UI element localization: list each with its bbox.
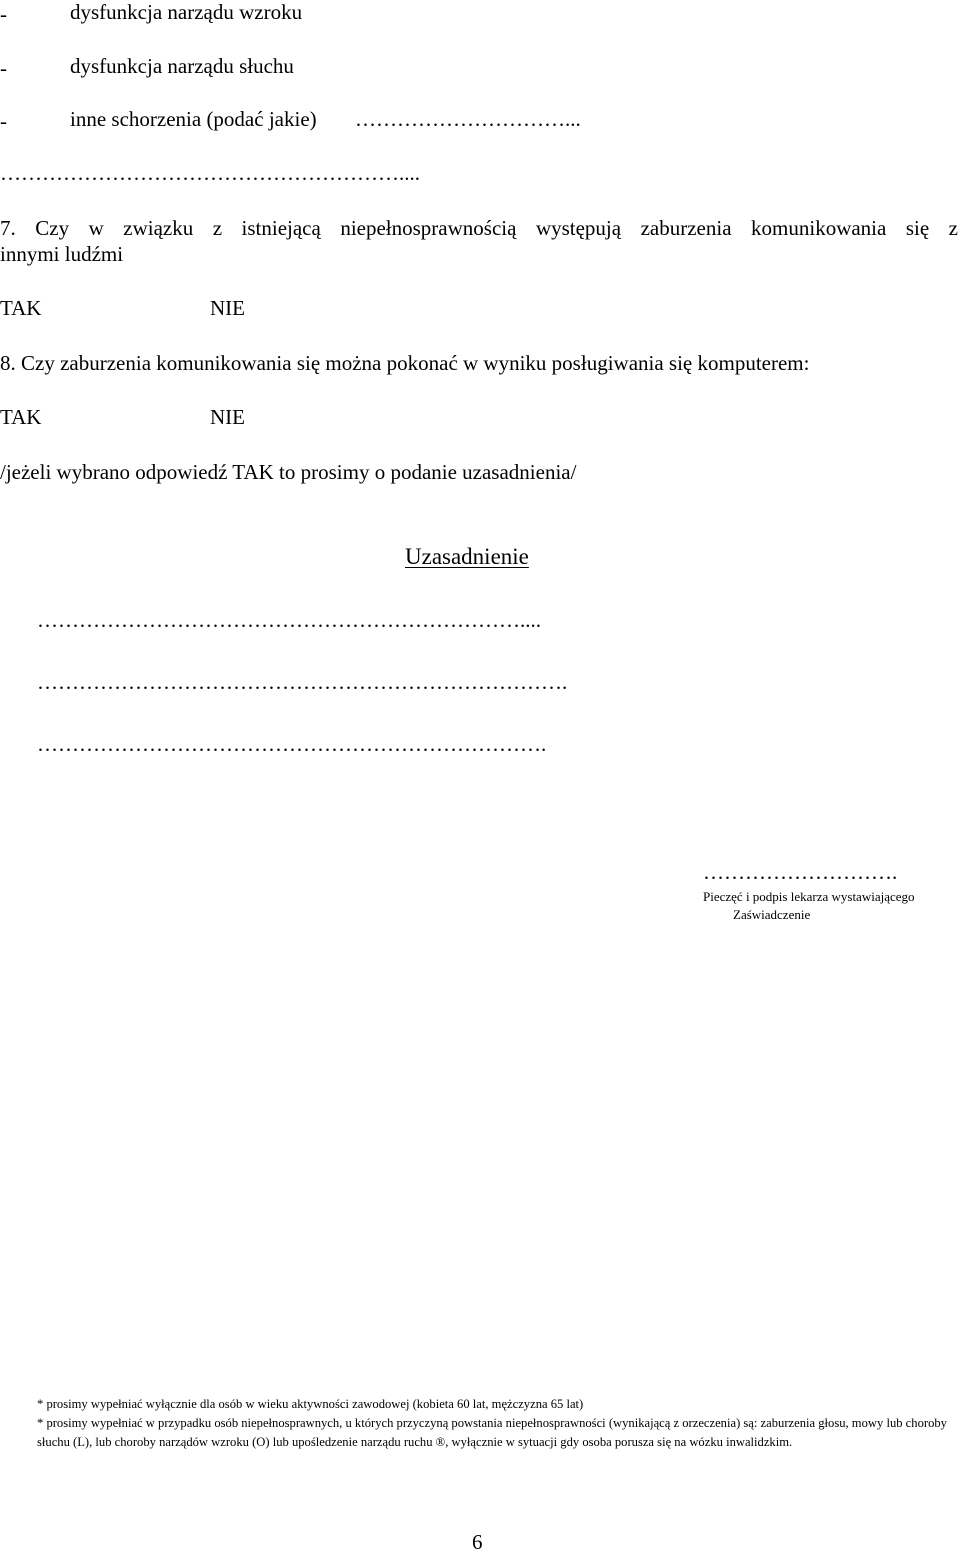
question-7-line2: innymi ludźmi <box>0 242 124 266</box>
justification-heading: Uzasadnienie <box>405 544 529 569</box>
justification-dots-line3: ………………………………………………………………. <box>37 732 547 756</box>
question-8-note: /jeżeli wybrano odpowiedź TAK to prosimy o podanie uzasadnienia/ <box>0 460 577 484</box>
list-dash: - <box>0 2 7 26</box>
list-item-hearing: dysfunkcja narządu słuchu <box>70 54 294 78</box>
other-fill-dots: …………………………... <box>355 107 581 131</box>
signature-caption: Pieczęć i podpis lekarza wystawiającego <box>703 889 915 904</box>
list-dash: - <box>0 109 7 133</box>
justification-dots-line1: …………………………………………………………….... <box>37 608 541 632</box>
list-dash: - <box>0 56 7 80</box>
question-8-yes-option: TAK <box>0 405 42 429</box>
page-number: 6 <box>472 1530 483 1554</box>
justification-dots-line2: …………………………………………………………………. <box>37 670 568 694</box>
footnote-1: * prosimy wypełniać wyłącznie dla osób w wieku aktywności zawodowej (kobieta 60 lat, mężczyzna 65 lat) <box>37 1397 584 1411</box>
list-item-other: inne schorzenia (podać jakie) <box>70 107 317 131</box>
question-7-no-option: NIE <box>210 296 245 320</box>
list-item-vision: dysfunkcja narządu wzroku <box>70 0 303 24</box>
question-8-text: 8. Czy zaburzenia komunikowania się można pokonać w wyniku posługiwania się komputerem: <box>0 351 810 375</box>
footnote-2: * prosimy wypełniać w przypadku osób niepełnosprawnych, u których przyczyną powstania niepełnosprawności (wynikającą z orzeczenia) są: zaburzenia głosu, mowy lub choroby słuchu (L), lub choroby narządów wzroku (O) lub upośledzenie narządu ruchu ®, wyłącznie w sytuacji gdy osoba porusza się na wózku inwalidzkim. <box>37 1416 947 1449</box>
question-7-yes-option: TAK <box>0 296 42 320</box>
question-7-line1: 7. Czy w związku z istniejącą niepełnosprawnością występują zaburzenia komunikowania się z <box>0 216 958 240</box>
other-fill-dots-line2: ………………………………………………….... <box>0 161 420 185</box>
signature-dots: ………………………. <box>703 860 898 884</box>
signature-caption-line2: Zaświadczenie <box>733 907 811 922</box>
question-8-no-option: NIE <box>210 405 245 429</box>
